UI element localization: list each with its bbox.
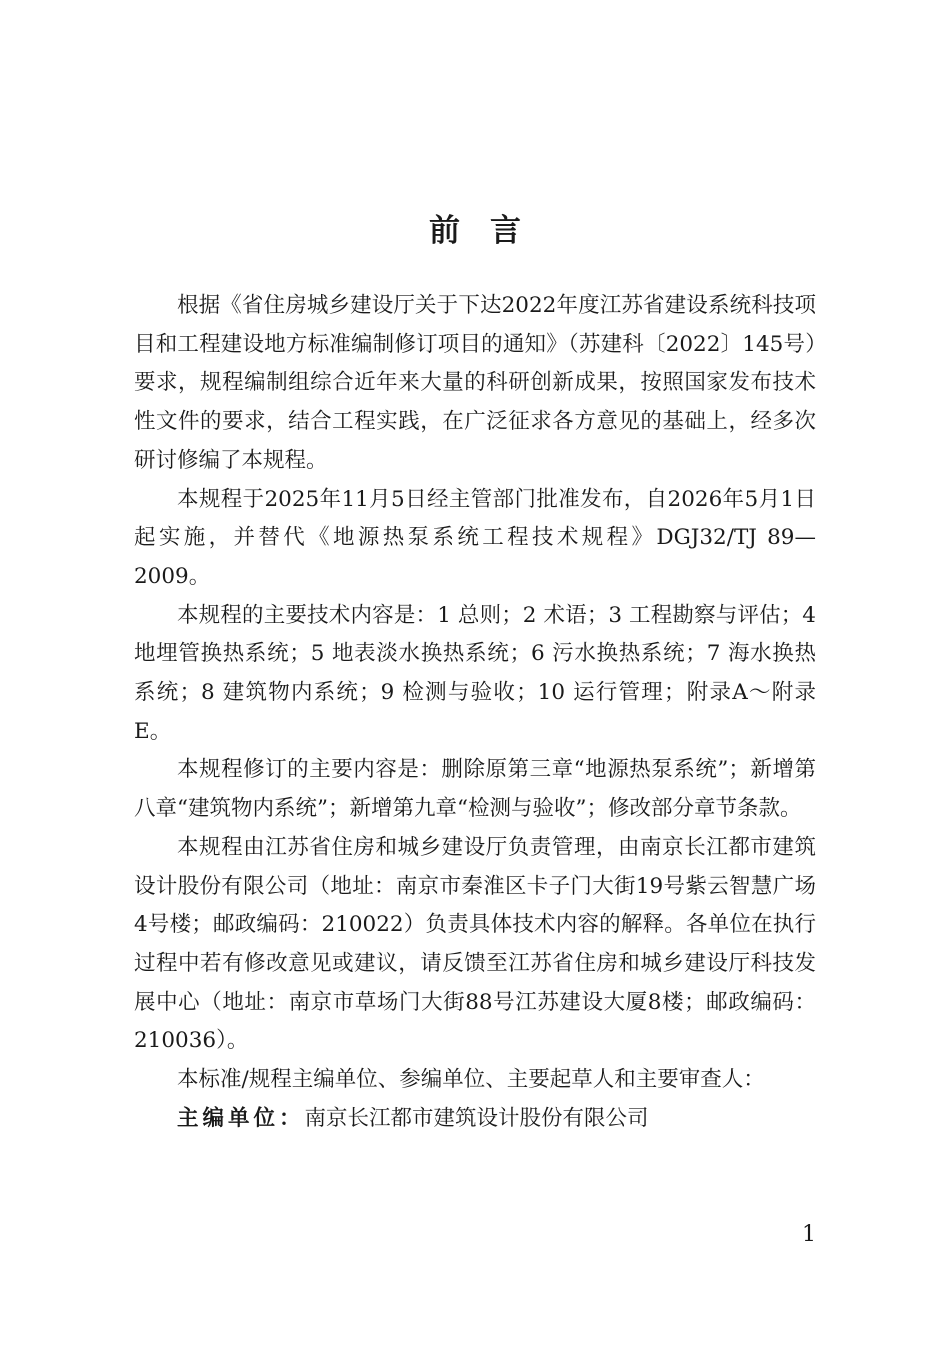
paragraph-basis: 根据《省住房城乡建设厅关于下达2022年度江苏省建设系统科技项目和工程建设地方标准编制修订项目的通知》（苏建科〔2022〕145号）要求，规程编制组综合近年来大量的科研创新成果，按照国家发布技术性文件的要求，结合工程实践，在广泛征求各方意见的基础上，经多次研讨修编了本规程。 bbox=[134, 293, 816, 473]
page-number: 1 bbox=[802, 1222, 816, 1247]
page-title: 前言 bbox=[429, 213, 551, 249]
chief-editor-label: 主编单位： bbox=[177, 1105, 305, 1131]
chief-editor-line bbox=[134, 1100, 816, 1139]
chief-editor-value: 南京长江都市建筑设计股份有限公司 bbox=[304, 1105, 649, 1131]
paragraph-revision: 本规程修订的主要内容是：删除原第三章“地源热泵系统”；新增第八章“建筑物内系统”；新增第九章“检测与验收”；修改部分章节条款。 bbox=[134, 757, 816, 822]
paragraph-management: 本规程由江苏省住房和城乡建设厅负责管理，由南京长江都市建筑设计股份有限公司（地址：南京市秦淮区卡子门大街19号紫云智慧广场4号楼；邮政编码：210022）负责具体技术内容的解释。各单位在执行过程中若有修改意见或建议，请反馈至江苏省住房和城乡建设厅科技发展中心（地址：南京市草场门大街88号江苏建设大厦8楼；邮政编码：210036）。 bbox=[134, 834, 816, 1054]
paragraph-main-content: 本规程的主要技术内容是：1 总则；2 术语；3 工程勘察与评估；4 地埋管换热系统；5 地表淡水换热系统；6 污水换热系统；7 海水换热系统；8 建筑物内系统；9 检测与验收；10 运行管理；附录A～附录E。 bbox=[134, 602, 816, 744]
paragraph-editors-intro: 本标准/规程主编单位、参编单位、主要起草人和主要审查人： bbox=[177, 1067, 765, 1093]
body-text bbox=[134, 287, 816, 1138]
paragraph-effective-date: 本规程于2025年11月5日经主管部门批准发布，自2026年5月1日起实施，并替代《地源热泵系统工程技术规程》DGJ32/TJ 89—2009。 bbox=[134, 486, 816, 589]
